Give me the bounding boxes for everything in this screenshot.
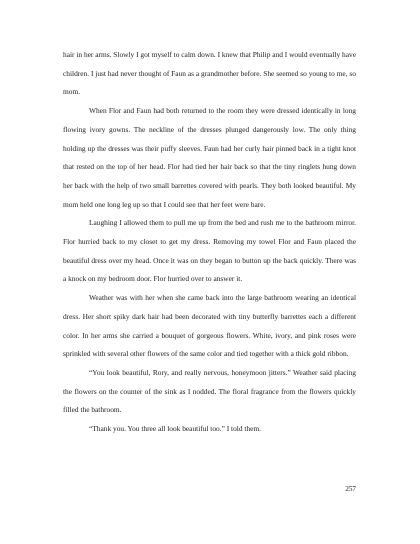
- paragraph-3: Laughing I allowed them to pull me up from the bed and rush me to the bathroom mirror. Flor hurried back to my closet to get my dress. Removing my towel Flor and Faun placed the beautiful dress over my head. Once it was on they began to button up the back quickly. There was a knock on my bedroom door. Flor hurried over to answer it.: [63, 218, 356, 284]
- paragraph-1: hair in her arms. Slowly I got myself to calm down. I knew that Philip and I would eventually have children. I just had never thought of Faun as a grandmother before. She seemed so young to me, so mom.: [63, 50, 356, 97]
- page-number: 257: [345, 485, 356, 493]
- paragraph-6: “Thank you. You three all look beautiful too.” I told them.: [89, 424, 262, 434]
- paragraph-5: “You look beautiful, Rory, and really nervous, honeymoon jitters.” Weather said placing the flowers on the counter of the sink as I nodded. The floral fragrance from the flowers quickly filled the bathroom.: [63, 367, 356, 415]
- body-text: [63, 46, 356, 439]
- paragraph-2: When Flor and Faun had both returned to the room they were dressed identically in long flowing ivory gowns. The neckline of the dresses plunged dangerously low. The only thing holding up the dresses was their puffy sleeves. Faun had her curly hair pinned back in a tight knot that rested on the top of her head. Flor had tied her hair back so that the tiny ringlets hung down her back with the help of two small barrettes covered with pearls. They both looked beautiful. My mom held one long leg up so that I could see that her feet were bare.: [63, 106, 356, 209]
- paragraph-4: Weather was with her when she came back into the large bathroom wearing an identical dress. Her short spiky dark hair had been decorated with tiny butterfly barrettes each a different color. In her arms she carried a bouquet of gorgeous flowers. White, ivory, and pink roses were sprinkled with several other flowers of the same color and tied together with a thick gold ribbon.: [63, 293, 356, 359]
